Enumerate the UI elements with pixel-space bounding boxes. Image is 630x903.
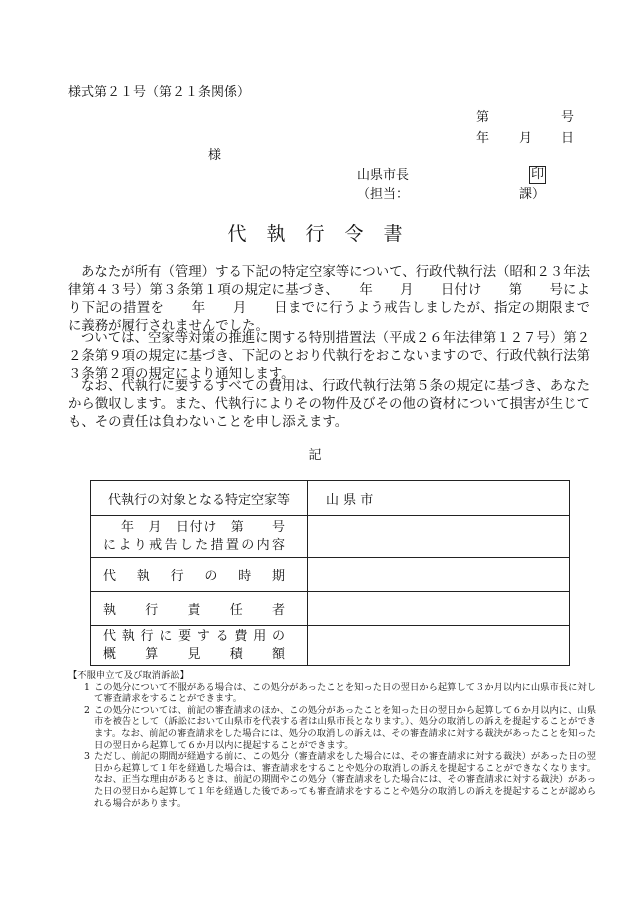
- table-value-officer: [308, 592, 570, 626]
- ki-marker: 記: [308, 448, 322, 463]
- doc-number-go: 号: [561, 110, 575, 125]
- appeal-item-number: 2: [84, 704, 90, 716]
- table-value-cost: [308, 626, 570, 666]
- addressee-suffix: 様: [208, 148, 222, 163]
- target-property-value: 山 県 市: [326, 492, 374, 508]
- appeal-heading: 【不服申立て及び取消訴訟】: [68, 670, 189, 681]
- measure-label-line2: により戒告した措置の内容: [103, 537, 285, 553]
- measure-label-line1: 年 月 日付け 第 号: [121, 519, 285, 535]
- appeal-item: [68, 705, 596, 751]
- cost-label-line1: 代執行に要する費用の: [103, 628, 285, 644]
- table-label-measure: [91, 516, 308, 558]
- table-row: [91, 516, 570, 558]
- table-value-target: [308, 481, 570, 516]
- table-row: [91, 558, 570, 592]
- target-property-label: 代執行の対象となる特定空家等: [107, 492, 290, 508]
- appeal-item-text: ただし、前記の期間が経過する前に、この処分（審査請求をした場合には、その審査請求に対する裁決）があった日の翌日から起算して１年を経過した場合は、審査請求をすることや処分の取消しの訴えを提起することができなくなります。なお、正当な理由があるときは、前記の期間やこの処分（審査請求をした場合には、その審査請求に対する裁決）があった日の翌日から起算して１年を経過した後であっても審査請求をすることや処分の取消しの訴えを提起することが認められる場合があります。: [94, 751, 596, 809]
- issuer-contact-close: 課）: [519, 187, 546, 202]
- table-row: [91, 592, 570, 626]
- form-label: 様式第２１号（第２１条関係）: [68, 85, 251, 100]
- issuer-contact-open: （担当：: [357, 187, 410, 202]
- execution-details-table: [90, 480, 570, 666]
- table-label-cost: [91, 626, 308, 666]
- table-value-timing: [308, 558, 570, 592]
- date-year-label: 年: [476, 131, 490, 146]
- issuer-name: 山県市長: [357, 168, 410, 183]
- officer-label: 執行責任者: [103, 603, 285, 618]
- timing-label: 代執行の時期: [103, 569, 285, 584]
- table-label-target: [91, 481, 308, 516]
- date-month-label: 月: [519, 131, 533, 146]
- date-day-label: 日: [561, 131, 575, 146]
- appeal-item-text: この処分について不服がある場合は、この処分があったことを知った日の翌日から起算して３か月以内に山県市長に対して審査請求をすることができます。: [94, 681, 596, 705]
- body-paragraph-2: ついては、空家等対策の推進に関する特別措置法（平成２６年法律第１２７号）第２２条第９項の規定に基づき、下記のとおり代執行をおこないますので、行政代執行法第３条第２項の規定により通知します。: [68, 331, 590, 382]
- table-row: [91, 626, 570, 666]
- appeal-item-number: 1: [84, 681, 90, 693]
- appeal-item-text: この処分については、前記の審査請求のほか、この処分があったことを知った日の翌日から起算して６か月以内に、山県市を被告として（訴訟において山県市を代表する者は山県市長となります。）、処分の取消しの訴えを提起することができます。なお、前記の審査請求をした場合には、処分の取消しの訴えは、その審査請求に対する裁決があったことを知った日の翌日から起算して６か月以内に提起することができます。: [94, 704, 596, 751]
- table-label-officer: [91, 592, 308, 626]
- table-label-timing: [91, 558, 308, 592]
- body-paragraph-1: あなたが所有（管理）する下記の特定空家等について、行政代執行法（昭和２３年法律第４３号）第３条第１項の規定に基づき、 年 月 日付け 第 号により下記の措置を 年 月 日までに行うよう戒告しましたが、指定の期限までに義務が履行されませんでした。: [68, 265, 590, 334]
- document-title: 代執行令書: [227, 223, 423, 245]
- table-row: [91, 481, 570, 516]
- appeal-notes: [68, 670, 596, 809]
- appeal-item-number: 3: [84, 751, 90, 763]
- appeal-item: [68, 751, 596, 809]
- cost-label-line2: 概算見積額: [103, 646, 285, 662]
- appeal-item: [68, 682, 596, 705]
- table-value-measure: [308, 516, 570, 558]
- doc-number-dai: 第: [476, 110, 490, 125]
- seal-stamp: 印: [531, 167, 545, 182]
- body-paragraph-3: なお、代執行に要するすべての費用は、行政代執行法第５条の規定に基づき、あなたから徴収します。また、代執行によりその物件及びその他の資材について損害が生じても、その責任は負わないことを申し添えます。: [68, 379, 590, 430]
